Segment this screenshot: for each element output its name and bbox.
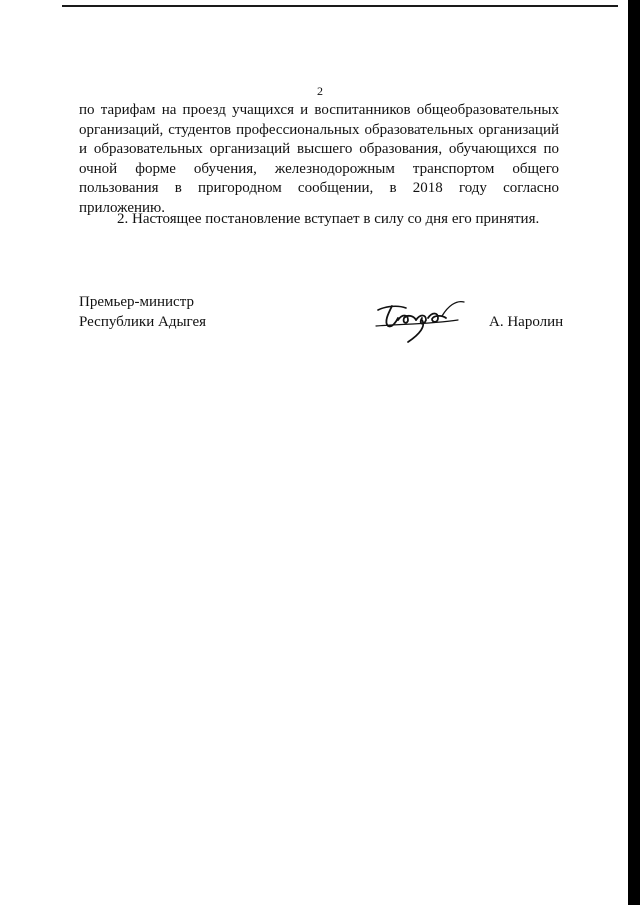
signer-title-line-2: Республики Адыгея [79, 313, 207, 330]
body-paragraph-2: 2. Настоящее постановление вступает в силу со дня его принятия. [117, 211, 540, 227]
scan-top-border [62, 5, 618, 7]
signer-title-line-1: Премьер-министр [79, 294, 194, 310]
signer-title [79, 293, 206, 332]
page-number: 2 [317, 84, 323, 98]
scan-right-edge [628, 0, 640, 905]
signer-name: А. Наролин [489, 314, 564, 330]
signature-icon [372, 290, 472, 346]
body-paragraph-1: по тарифам на проезд учащихся и воспитанников общеобразовательных организаций, студентов профессиональных образовательных организаций и образовательных организаций высшего образования, обучающихся по очной форме обучения, железнодорожным транспортом общего пользования в пригородном сообщении, в 2018 году согласно приложению. [79, 102, 559, 216]
